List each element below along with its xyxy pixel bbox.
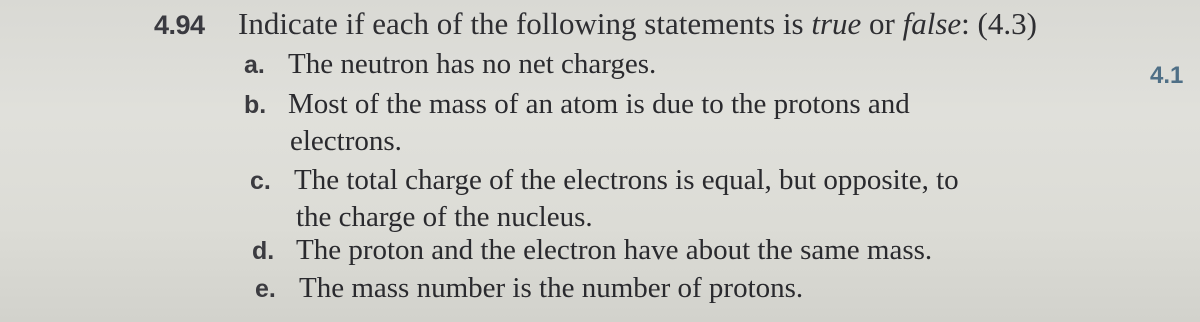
- statement-text: The neutron has no net charges.: [288, 48, 657, 80]
- question-prompt: [238, 6, 1037, 42]
- statement-e: [255, 272, 803, 305]
- statement-d: [252, 234, 932, 267]
- statement-letter: d.: [252, 237, 275, 265]
- statement-b: [244, 86, 910, 159]
- statement-a: [244, 48, 656, 81]
- prompt-true: true: [811, 6, 862, 41]
- question-number: 4.94: [154, 10, 205, 40]
- statement-text: Most of the mass of an atom is due to the protons and: [288, 88, 910, 120]
- statement-letter: c.: [250, 167, 271, 195]
- statement-text-continued: electrons.: [290, 125, 402, 157]
- statement-text: The mass number is the number of protons.: [299, 272, 804, 304]
- prompt-text: Indicate if each of the following statements is: [238, 6, 812, 41]
- statement-letter: b.: [244, 91, 267, 119]
- prompt-or: or: [861, 6, 903, 41]
- side-question-ref: 4.1: [1150, 62, 1184, 89]
- statement-letter: a.: [244, 51, 265, 79]
- statement-c: [250, 162, 959, 235]
- statement-text: The proton and the electron have about the same mass.: [296, 234, 933, 266]
- statement-letter: e.: [255, 275, 276, 303]
- prompt-section-ref: : (4.3): [961, 6, 1037, 41]
- statement-text: The total charge of the electrons is equal, but opposite, to: [294, 164, 959, 196]
- prompt-false: false: [902, 6, 962, 41]
- statement-text-continued: the charge of the nucleus.: [296, 201, 593, 233]
